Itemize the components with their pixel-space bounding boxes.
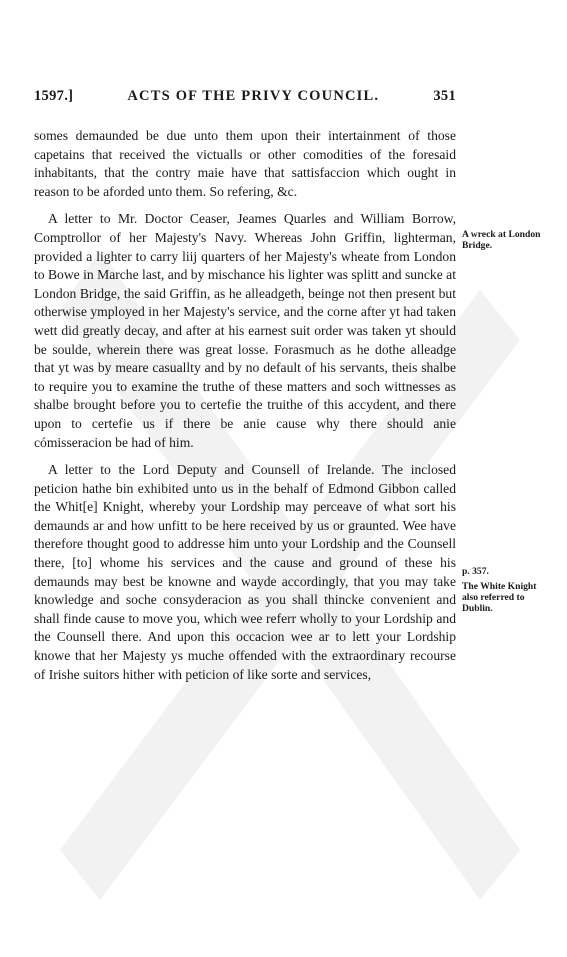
page-body [34, 127, 456, 693]
page-number: 351 [433, 88, 456, 104]
margin-note-white-knight: The White Knight also referred to Dublin. [462, 581, 537, 614]
page-header [34, 88, 456, 105]
paragraph-letter-ireland: A letter to the Lord Deputy and Counsell of Irelande. The inclosed peticion hathe bin exhibited unto us in the behalf of Edmond Gibbon called the Whit[e] Knight, whereby your Lordship may perceave of what sort his demaunds ar and how unfitt to be here received by us or graunted. Wee have therefore thought good to addresse him unto your Lordship and the Counsell there, [to] whome his services and the cause and ground of these his demaunds may best be knowne and wayde accordingly, that you may take knowledge and soche consyderacion as you shall thincke convenient and shall finde cause to move you, which wee referr wholly to your Lordship and the Counsell there. And upon this occacion wee ar to lett your Lordship knowe that her Majesty ys muche offended with the extraordinary recourse of Irishe suitors hither with peticion of like sorte and services, [34, 462, 456, 682]
margin-note-page-ref: p. 357. [462, 566, 489, 577]
paragraph-letter-ceaser: A letter to Mr. Doctor Ceaser, Jeames Quarles and William Borrow, Comptrollor of her Majesty's Navy. Whereas John Griffin, lighterman, provided a lighter to carry liij quarters of her Majesty's wheate from London to Bowe in Marche last, and by mischance his lighter was splitt and suncke at London Bridge, the said Griffin, as he alleadgeth, beinge not then present but otherwise ymployed in her Majesty's service, and the corne after yt had taken wett did greatly decay, and after at his earnest suit order was taken yt should be soulde, wherein there was great losse. Forasmuch as he dothe alleadge that yt was by meare casuallty and by no default of his servants, theis shalbe to require you to examine the truthe of these matters and soch wittnesses as shalbe brought before you to certefie the truithe of this accydent, and there upon to certefie us if there be anie cause why there should anie cómisseracion be had of him. [34, 211, 456, 450]
paragraph-continuation: somes demaunded be due unto them upon their intertainment of those capetains that received the victualls or other comodities of the foresaid inhabitants, that the contry maie have that sattisfaccion which ought in reason to be aforded unto them. So refering, &c. [34, 128, 456, 199]
header-title: ACTS OF THE PRIVY COUNCIL. [127, 88, 380, 104]
margin-note-wreck: A wreck at London Bridge. [462, 229, 541, 251]
header-year: 1597.] [34, 88, 74, 104]
